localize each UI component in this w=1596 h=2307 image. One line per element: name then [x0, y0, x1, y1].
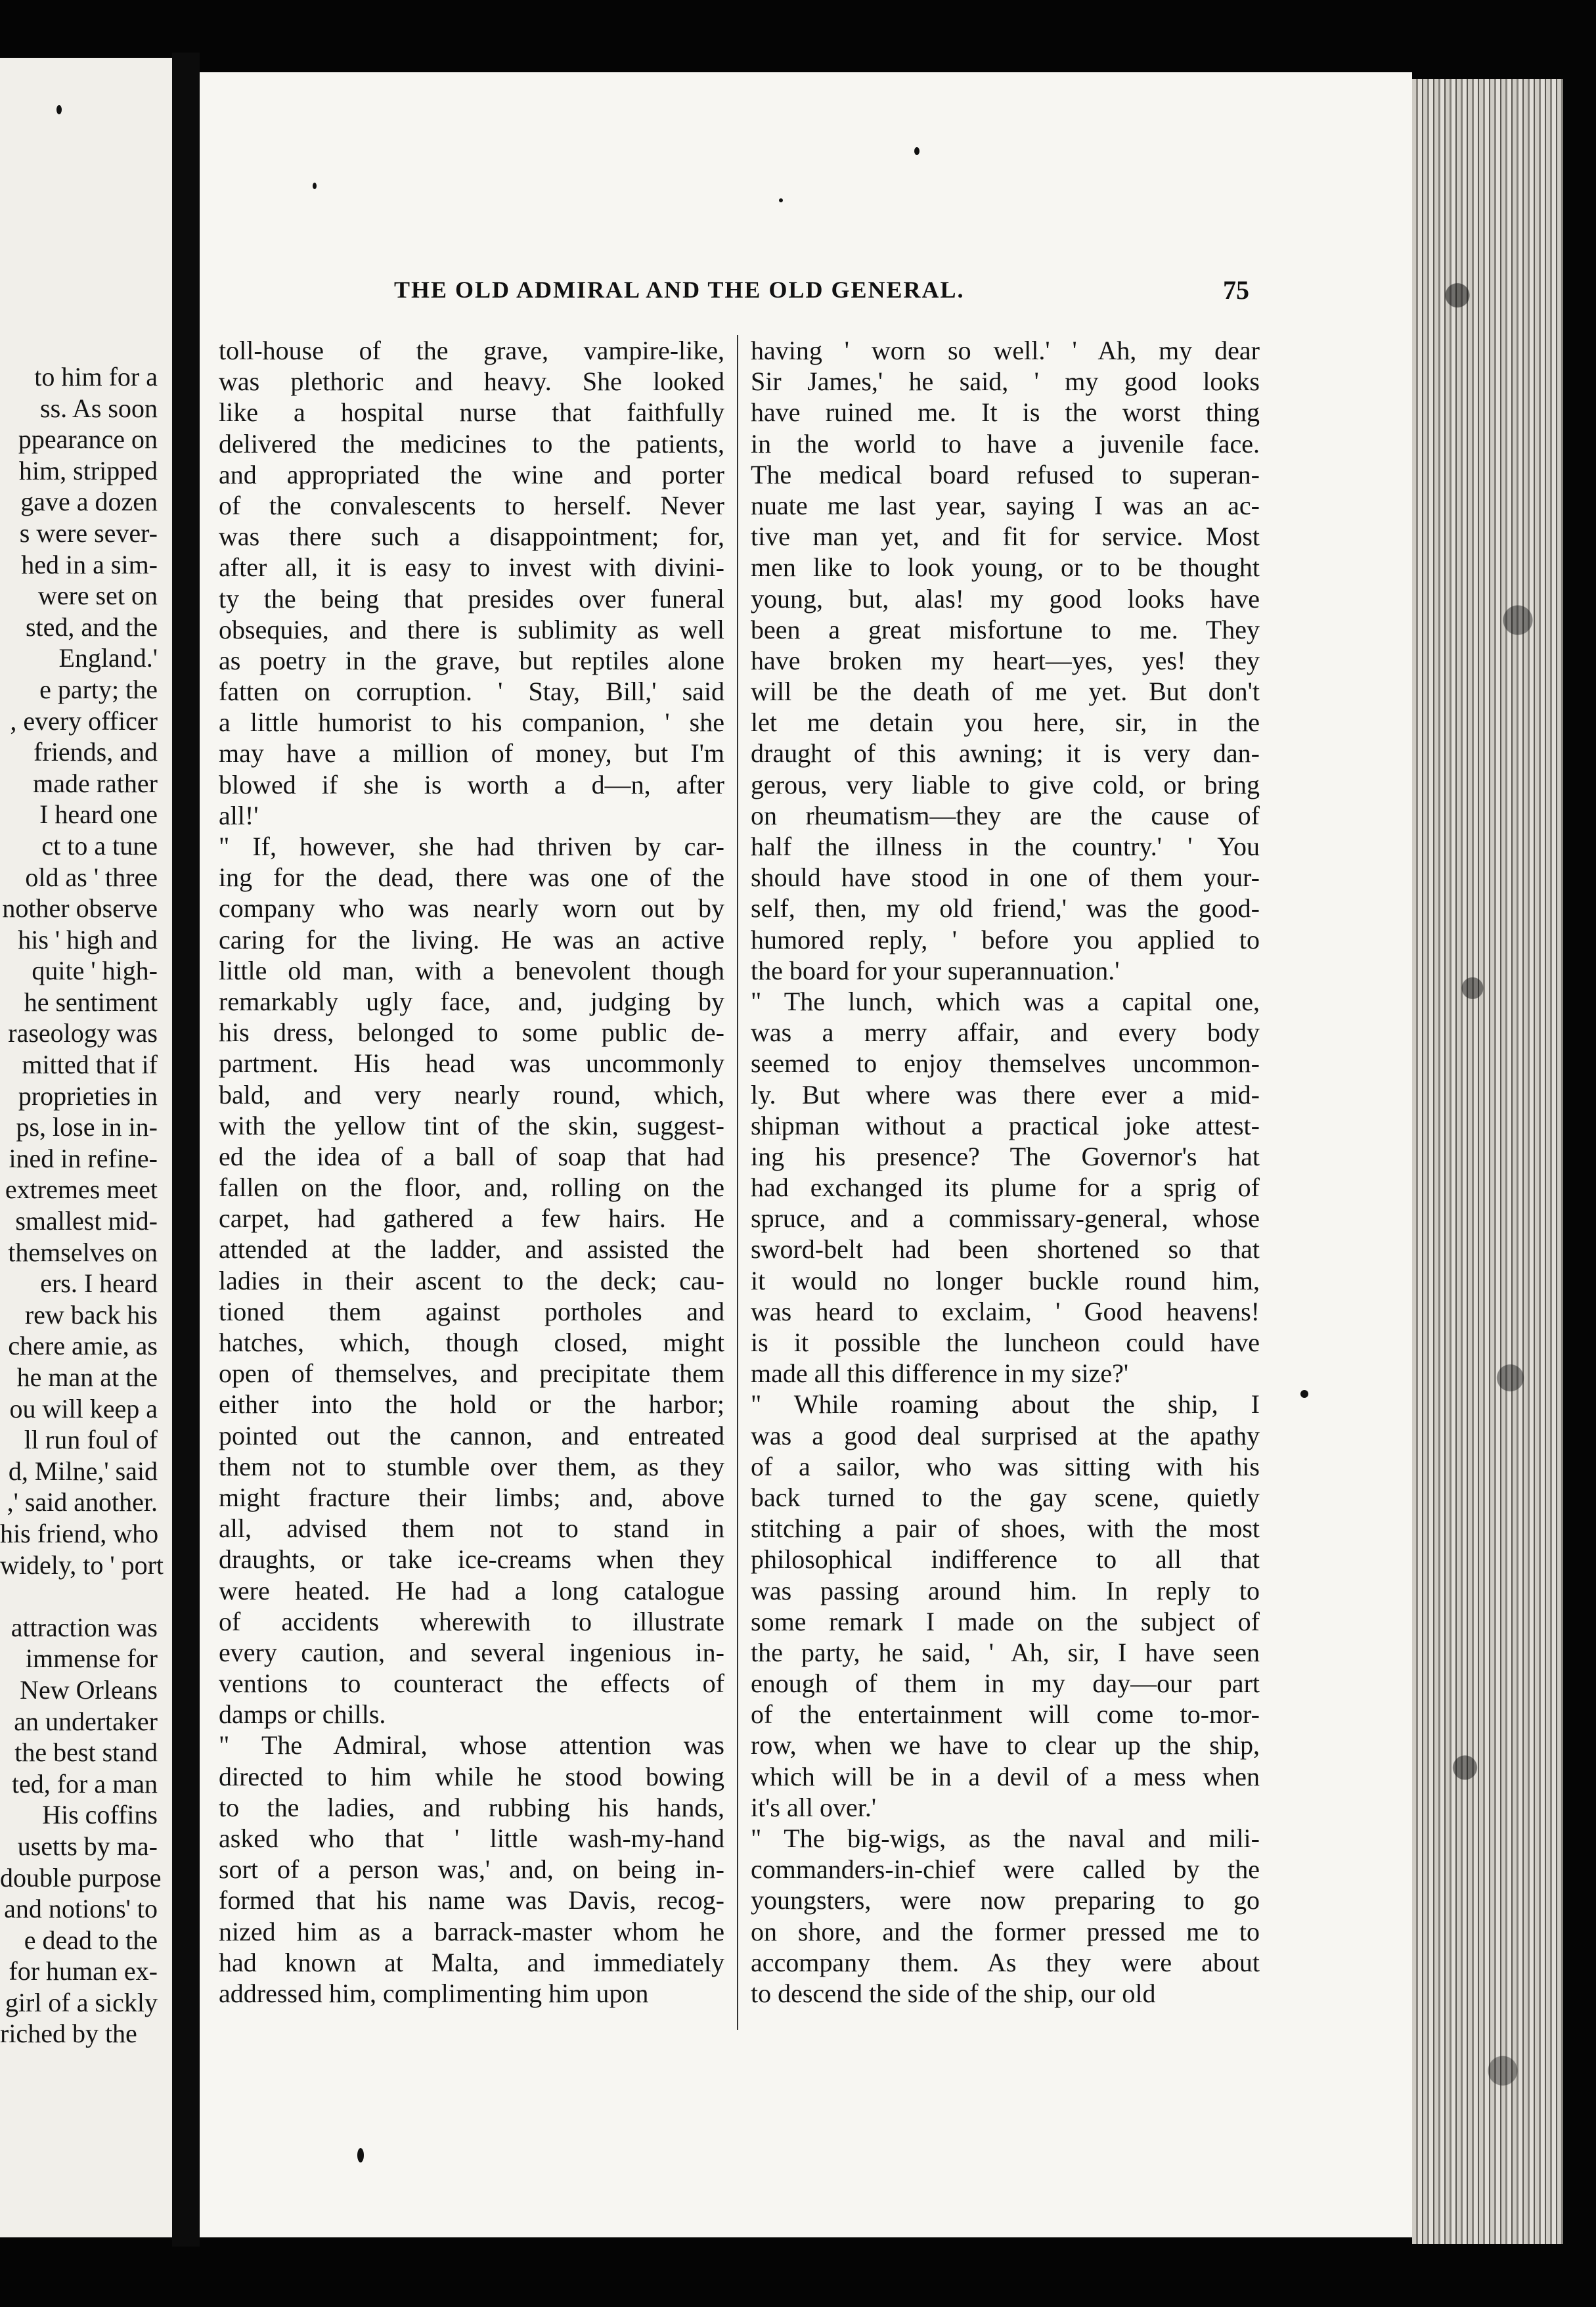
right-column-line: gerous, very liable to give cold, or bring: [751, 769, 1260, 799]
right-column-line: having ' worn so well.' ' Ah, my dear: [751, 336, 1260, 365]
left-column-line: " The Admiral, whose attention was: [219, 1730, 724, 1760]
left-column-line: asked who that ' little wash-my-hand: [219, 1824, 724, 1853]
ink-speck: [1300, 1390, 1308, 1398]
previous-page-line: ,' said another.: [7, 1487, 158, 1517]
right-column-line: in the world to have a juvenile face.: [751, 428, 1260, 459]
previous-page-line: raseology was: [8, 1018, 158, 1048]
previous-page-line: New Orleans: [20, 1674, 158, 1705]
right-column-line: seemed to enjoy themselves uncommon-: [751, 1048, 1260, 1079]
right-column-line: is it possible the luncheon could have: [751, 1328, 1260, 1357]
previous-page-line: ted, for a man: [11, 1768, 158, 1799]
right-column-line: draught of this awning; it is very dan-: [751, 738, 1260, 769]
ink-speck: [779, 198, 783, 202]
left-column-line: of the convalescents to herself. Never: [219, 490, 724, 520]
left-column-line: toll-house of the grave, vampire-like,: [219, 336, 724, 365]
left-column-line: ed the idea of a ball of soap that had: [219, 1141, 724, 1171]
previous-page-line: ers. I heard: [40, 1268, 158, 1299]
previous-page-column: [0, 361, 164, 2049]
previous-page-line: girl of a sickly: [5, 1987, 158, 2017]
left-column-line: tioned them against portholes and: [219, 1296, 724, 1326]
previous-page-line: chere amie, as: [8, 1331, 158, 1361]
previous-page-line: friends, and: [33, 737, 158, 767]
previous-page-line: smallest mid-: [15, 1206, 158, 1236]
previous-page-line: rew back his: [24, 1299, 158, 1330]
right-column-line: will be the death of me yet. But don't: [751, 677, 1260, 707]
left-column-line: ing for the dead, there was one of the: [219, 862, 724, 893]
right-column-line: youngsters, were now preparing to go: [751, 1885, 1260, 1915]
previous-page-line: e dead to the: [24, 1925, 158, 1955]
left-column-line: formed that his name was Davis, recog-: [219, 1885, 724, 1915]
previous-page-line: old as ' three: [25, 862, 158, 892]
right-column-line: accompany them. As they were about: [751, 1947, 1260, 1977]
right-column-line: stitching a pair of shoes, with the most: [751, 1513, 1260, 1544]
previous-page-line: ct to a tune: [41, 830, 158, 861]
right-column-line: of the entertainment will come to-mor-: [751, 1699, 1260, 1730]
previous-page-line: ou will keep a: [9, 1393, 158, 1423]
left-column-line: sort of a person was,' and, on being in-: [219, 1854, 724, 1885]
right-column-line: humored reply, ' before you applied to: [751, 924, 1260, 954]
ink-speck: [56, 105, 62, 114]
left-column-line: delivered the medicines to the patients,: [219, 428, 724, 459]
left-column-line: either into the hold or the harbor;: [219, 1389, 724, 1420]
previous-page-line: , every officer: [10, 706, 158, 736]
previous-page-line: gave a dozen: [20, 487, 158, 517]
left-column-line: partment. His head was uncommonly: [219, 1048, 724, 1079]
previous-page-line: his friend, who: [0, 1518, 159, 1548]
previous-page-line: widely, to ' port: [0, 1550, 164, 1580]
right-column-line: back turned to the gay scene, quietly: [751, 1482, 1260, 1512]
previous-page-line: usetts by ma-: [17, 1831, 158, 1861]
left-column-line: to the ladies, and rubbing his hands,: [219, 1792, 724, 1822]
previous-page-line: riched by the: [0, 2019, 137, 2049]
left-column-line: after all, it is easy to invest with divini-: [219, 552, 724, 583]
left-column-line: little old man, with a benevolent though: [219, 955, 724, 985]
previous-page-line: attraction was: [11, 1612, 158, 1642]
previous-page-line: sted, and the: [25, 612, 158, 642]
previous-page-line: and notions' to: [4, 1894, 158, 1924]
previous-page-line: extremes meet: [5, 1175, 158, 1205]
ink-speck: [357, 2148, 364, 2162]
left-column-line: were heated. He had a long catalogue: [219, 1575, 724, 1605]
column-divider: [737, 335, 738, 2030]
previous-page-line: for human ex-: [9, 1956, 158, 1986]
right-column-line: it's all over.': [751, 1792, 877, 1822]
previous-page-line: ppearance on: [18, 424, 158, 455]
right-column-line: row, when we have to clear up the ship,: [751, 1730, 1260, 1760]
left-column-line: like a hospital nurse that faithfully: [219, 397, 724, 428]
right-column-line: The medical board refused to superan-: [751, 459, 1260, 489]
previous-page-line: the best stand: [14, 1737, 158, 1768]
left-column-line: was plethoric and heavy. She looked: [219, 367, 724, 397]
right-column-line: sword-belt had been shortened so that: [751, 1234, 1260, 1265]
previous-page-line: ps, lose in in-: [16, 1112, 158, 1142]
left-column-line: with the yellow tint of the skin, suggest-: [219, 1110, 724, 1140]
left-column-line: may have a million of money, but I'm: [219, 738, 724, 769]
previous-page-line: ss. As soon: [40, 393, 158, 423]
right-column-line: tive man yet, and fit for service. Most: [751, 522, 1260, 552]
previous-page-line: s were sever-: [19, 518, 158, 548]
right-column-line: spruce, and a commissary-general, whose: [751, 1203, 1260, 1234]
previous-page-line: England.': [58, 643, 158, 673]
right-column-line: was heard to exclaim, ' Good heavens!: [751, 1296, 1260, 1326]
right-column-line: have broken my heart—yes, yes! they: [751, 645, 1260, 675]
left-column-line: them not to stumble over them, as they: [219, 1451, 724, 1481]
right-column-line: was a merry affair, and every body: [751, 1018, 1260, 1048]
left-text-column: [219, 335, 724, 2009]
right-column-line: on shore, and the former pressed me to: [751, 1916, 1260, 1946]
left-column-line: ventions to counteract the effects of: [219, 1669, 724, 1699]
left-column-line: attended at the ladder, and assisted the: [219, 1234, 724, 1265]
right-column-line: the board for your superannuation.': [751, 955, 1120, 985]
right-column-line: on rheumatism—they are the cause of: [751, 800, 1260, 830]
ink-speck: [914, 147, 920, 155]
right-column-line: self, then, my old friend,' was the good-: [751, 893, 1260, 924]
right-column-line: should have stood in one of them your-: [751, 862, 1260, 893]
left-column-line: draughts, or take ice-creams when they: [219, 1544, 724, 1575]
right-column-line: some remark I made on the subject of: [751, 1606, 1260, 1636]
previous-page-line: an undertaker: [14, 1706, 158, 1736]
left-column-line: had known at Malta, and immediately: [219, 1947, 724, 1977]
previous-page-line: I heard one: [39, 799, 158, 830]
left-column-line: open of themselves, and precipitate them: [219, 1358, 724, 1389]
previous-page-line: quite ' high-: [32, 956, 158, 986]
right-column-line: philosophical indifference to all that: [751, 1544, 1260, 1575]
right-column-line: which will be in a devil of a mess when: [751, 1761, 1260, 1791]
previous-page-line: to him for a: [34, 362, 158, 392]
left-column-line: of accidents wherewith to illustrate: [219, 1606, 724, 1636]
left-column-line: directed to him while he stood bowing: [219, 1761, 724, 1791]
right-column-line: commanders-in-chief were called by the: [751, 1854, 1260, 1885]
previous-page-line: proprieties in: [18, 1081, 158, 1111]
running-head: THE OLD ADMIRAL AND THE OLD GENERAL.: [394, 277, 965, 303]
right-column-line: was a good deal surprised at the apathy: [751, 1420, 1260, 1450]
left-column-line: company who was nearly worn out by: [219, 893, 724, 924]
right-column-line: " While roaming about the ship, I: [751, 1389, 1260, 1420]
previous-page-line: themselves on: [8, 1237, 158, 1267]
left-column-line: a little humorist to his companion, ' she: [219, 707, 724, 738]
previous-page-line: immense for: [25, 1644, 158, 1674]
right-text-column: [751, 335, 1260, 2009]
left-column-line: and appropriated the wine and porter: [219, 459, 724, 489]
left-column-line: blowed if she is worth a d—n, after: [219, 769, 724, 799]
left-column-line: fatten on corruption. ' Stay, Bill,' said: [219, 677, 724, 707]
left-column-line: damps or chills.: [219, 1699, 386, 1730]
previous-page-line: double purpose: [0, 1862, 162, 1893]
left-column-line: caring for the living. He was an active: [219, 924, 724, 954]
left-column-line: as poetry in the grave, but reptiles alone: [219, 645, 724, 675]
left-column-line: hatches, which, though closed, might: [219, 1328, 724, 1357]
previous-page-line: his ' high and: [18, 924, 158, 954]
previous-page-line: [0, 1580, 158, 1612]
right-column-line: ing his presence? The Governor's hat: [751, 1141, 1260, 1171]
right-column-line: was passing around him. In reply to: [751, 1575, 1260, 1605]
previous-page-line: His coffins: [42, 1800, 158, 1830]
previous-page-line: nother observe: [2, 893, 158, 924]
previous-page-line: made rather: [33, 768, 158, 798]
right-column-line: " The big-wigs, as the naval and mili-: [751, 1824, 1260, 1853]
left-column-line: remarkably ugly face, and, judging by: [219, 986, 724, 1016]
page-number: 75: [1223, 275, 1249, 305]
right-column-line: nuate me last year, saying I was an ac-: [751, 490, 1260, 520]
previous-page-line: he man at the: [16, 1362, 158, 1392]
previous-page-line: were set on: [37, 581, 158, 611]
previous-page-line: e party; the: [39, 674, 158, 704]
right-column-line: been a great misfortune to me. They: [751, 614, 1260, 644]
right-column-line: enough of them in my day—our part: [751, 1669, 1260, 1699]
right-column-line: let me detain you here, sir, in the: [751, 707, 1260, 738]
left-column-line: might fracture their limbs; and, above: [219, 1482, 724, 1512]
book-gutter: [172, 53, 200, 2247]
previous-page-line: d, Milne,' said: [8, 1456, 158, 1486]
left-column-line: ladies in their ascent to the deck; cau-: [219, 1265, 724, 1295]
left-column-line: addressed him, complimenting him upon: [219, 1978, 649, 2008]
page-edge: [1412, 79, 1563, 2244]
left-column-line: " If, however, she had thriven by car-: [219, 832, 724, 861]
right-column-line: half the illness in the country.' ' You: [751, 832, 1260, 861]
right-column-line: made all this difference in my size?': [751, 1358, 1129, 1389]
right-column-line: Sir James,' he said, ' my good looks: [751, 367, 1260, 397]
right-column-line: the party, he said, ' Ah, sir, I have seen: [751, 1637, 1260, 1667]
previous-page-fragment: [0, 58, 172, 2237]
right-column-line: ly. But where was there ever a mid-: [751, 1079, 1260, 1109]
left-column-line: his dress, belonged to some public de-: [219, 1018, 724, 1048]
right-column-line: " The lunch, which was a capital one,: [751, 986, 1260, 1016]
right-column-line: men like to look young, or to be thought: [751, 552, 1260, 583]
previous-page-line: hed in a sim-: [21, 549, 158, 579]
left-column-line: nized him as a barrack-master whom he: [219, 1916, 724, 1946]
left-column-line: pointed out the cannon, and entreated: [219, 1420, 724, 1450]
right-column-line: it would no longer buckle round him,: [751, 1265, 1260, 1295]
right-column-line: shipman without a practical joke attest-: [751, 1110, 1260, 1140]
previous-page-line: ll run foul of: [24, 1425, 158, 1455]
left-column-line: all!': [219, 800, 259, 830]
left-column-line: obsequies, and there is sublimity as well: [219, 614, 724, 644]
left-column-line: bald, and very nearly round, which,: [219, 1079, 724, 1109]
right-column-line: to descend the side of the ship, our old: [751, 1978, 1156, 2008]
previous-page-line: ined in refine-: [9, 1143, 158, 1173]
previous-page-line: mitted that if: [22, 1050, 158, 1080]
previous-page-line: he sentiment: [24, 987, 158, 1017]
left-column-line: carpet, had gathered a few hairs. He: [219, 1203, 724, 1234]
right-column-line: of a sailor, who was sitting with his: [751, 1451, 1260, 1481]
right-column-line: young, but, alas! my good looks have: [751, 583, 1260, 614]
left-column-line: every caution, and several ingenious in-: [219, 1637, 724, 1667]
previous-page-line: him, stripped: [18, 455, 158, 485]
right-column-line: have ruined me. It is the worst thing: [751, 397, 1260, 428]
right-column-line: had exchanged its plume for a sprig of: [751, 1173, 1260, 1203]
ink-speck: [313, 183, 317, 189]
left-column-line: all, advised them not to stand in: [219, 1513, 724, 1544]
left-column-line: was there such a disappointment; for,: [219, 522, 724, 552]
left-column-line: fallen on the floor, and, rolling on the: [219, 1173, 724, 1203]
left-column-line: ty the being that presides over funeral: [219, 583, 724, 614]
